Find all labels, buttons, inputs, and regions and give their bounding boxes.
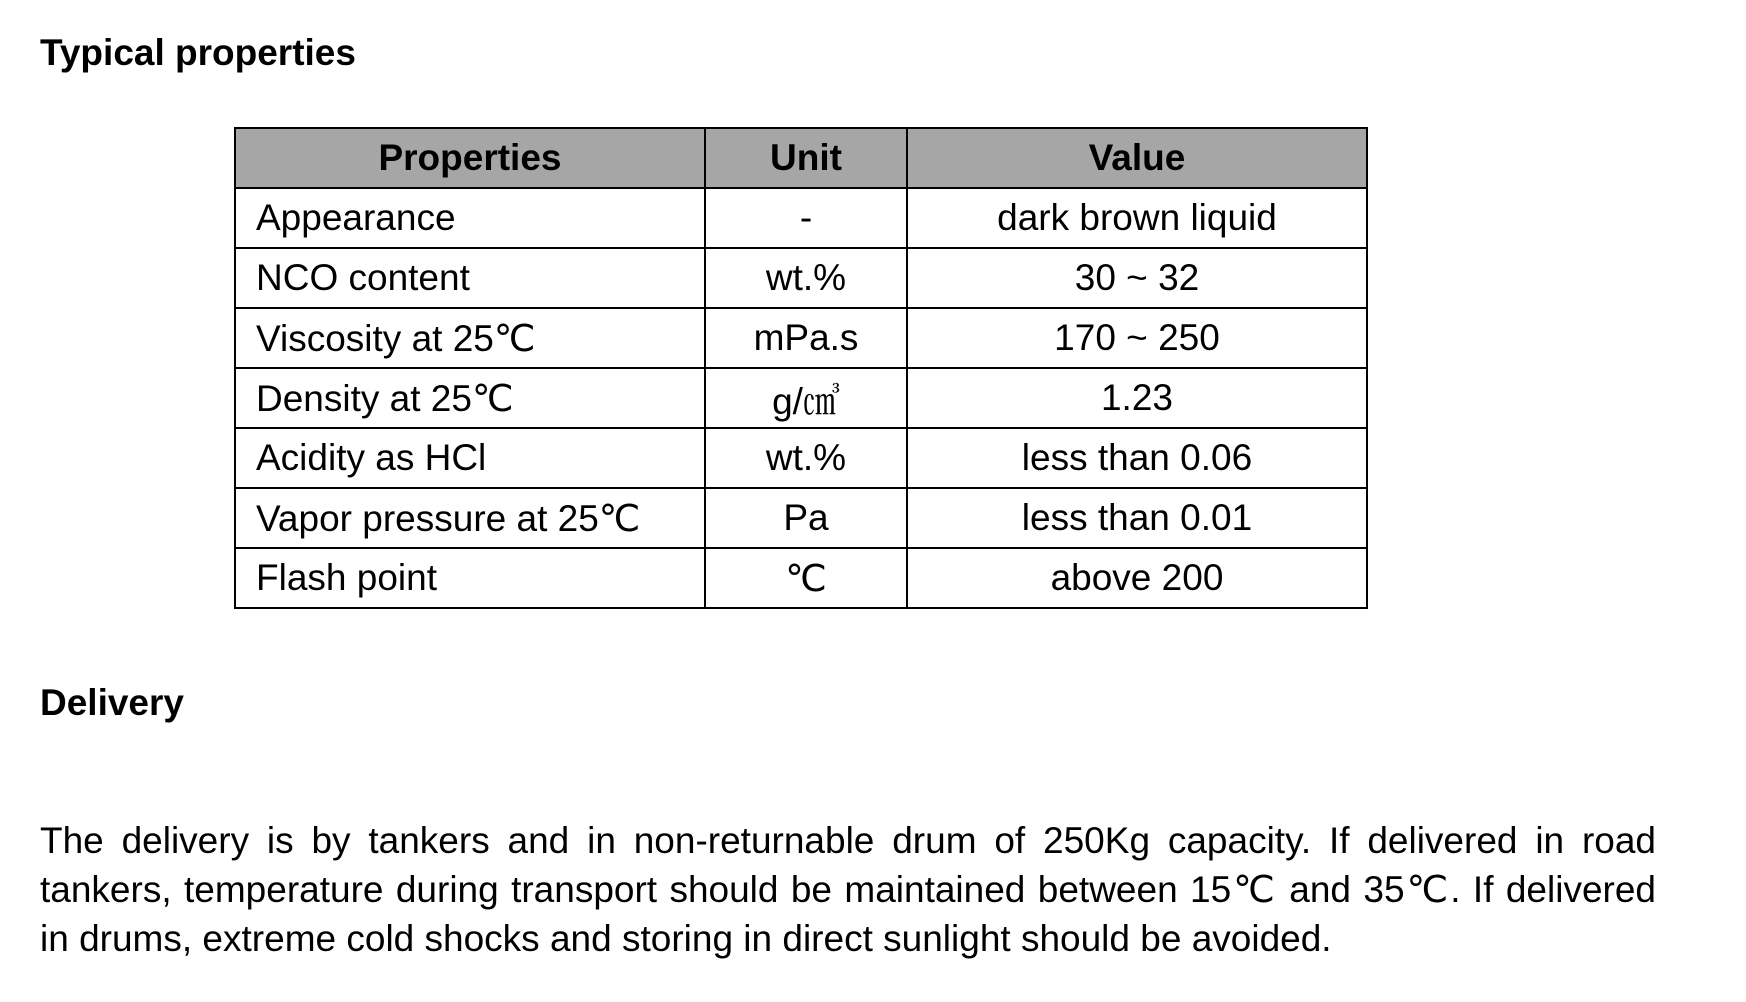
- table-row: [235, 548, 1367, 608]
- unit-cell: ℃: [705, 548, 907, 608]
- value-cell: less than 0.06: [907, 428, 1367, 488]
- table-header-row: [235, 128, 1367, 188]
- header-value: Value: [907, 128, 1367, 188]
- unit-cell: g/㎤: [705, 368, 907, 428]
- property-cell: Density at 25℃: [235, 368, 705, 428]
- value-cell: 30 ~ 32: [907, 248, 1367, 308]
- header-unit: Unit: [705, 128, 907, 188]
- table-row: [235, 248, 1367, 308]
- value-cell: 170 ~ 250: [907, 308, 1367, 368]
- unit-cell: mPa.s: [705, 308, 907, 368]
- property-cell: Vapor pressure at 25℃: [235, 488, 705, 548]
- property-cell: NCO content: [235, 248, 705, 308]
- properties-table: [234, 127, 1368, 609]
- table-row: [235, 188, 1367, 248]
- unit-cell: wt.%: [705, 248, 907, 308]
- table-row: [235, 308, 1367, 368]
- typical-properties-heading: Typical properties: [40, 32, 356, 73]
- value-cell: less than 0.01: [907, 488, 1367, 548]
- delivery-heading: Delivery: [40, 682, 184, 723]
- unit-cell: -: [705, 188, 907, 248]
- property-cell: Flash point: [235, 548, 705, 608]
- value-cell: 1.23: [907, 368, 1367, 428]
- delivery-paragraph: The delivery is by tankers and in non-returnable drum of 250Kg capacity. If delivered in road tankers, temperature during transport should be maintained between 15℃ and 35℃. If delivered in drums, extreme cold shocks and storing in direct sunlight should be avoided.: [40, 820, 1656, 959]
- property-cell: Appearance: [235, 188, 705, 248]
- property-cell: Viscosity at 25℃: [235, 308, 705, 368]
- value-cell: above 200: [907, 548, 1367, 608]
- unit-cell: wt.%: [705, 428, 907, 488]
- header-properties: Properties: [235, 128, 705, 188]
- table-row: [235, 488, 1367, 548]
- unit-cell: Pa: [705, 488, 907, 548]
- property-cell: Acidity as HCl: [235, 428, 705, 488]
- table-row: [235, 428, 1367, 488]
- value-cell: dark brown liquid: [907, 188, 1367, 248]
- table-row: [235, 368, 1367, 428]
